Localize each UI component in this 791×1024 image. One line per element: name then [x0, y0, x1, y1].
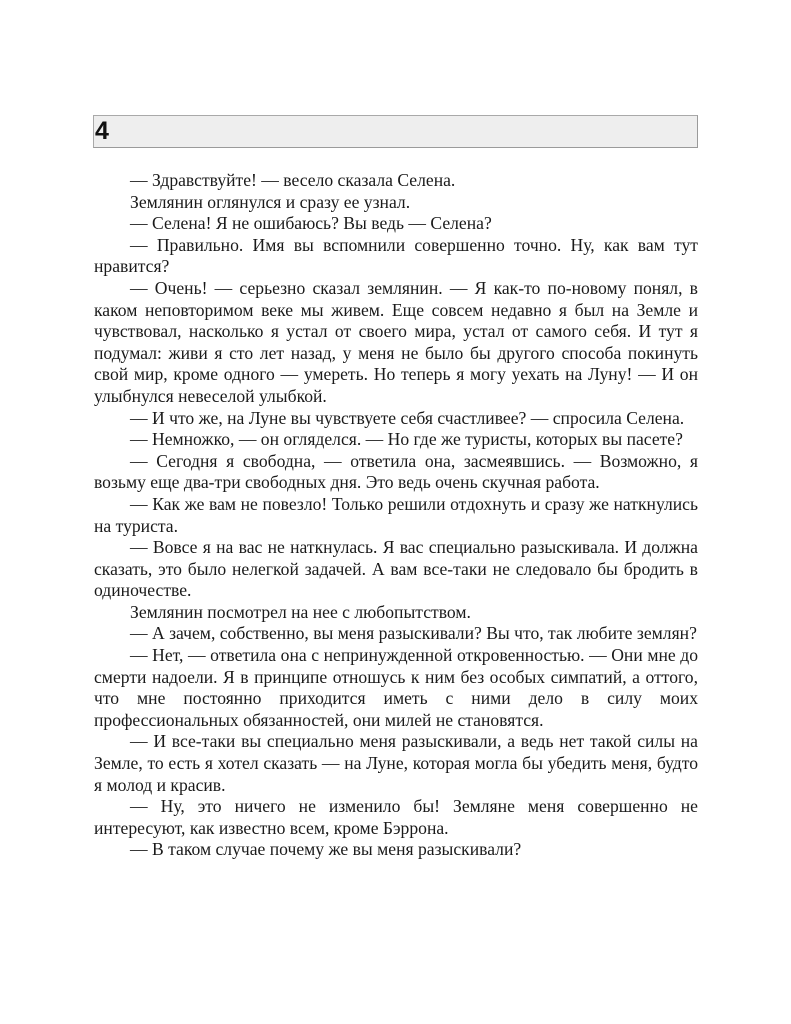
chapter-text: [94, 170, 698, 861]
paragraph: — Селена! Я не ошибаюсь? Вы ведь — Селена?: [130, 213, 492, 234]
paragraph: — Вовсе я на вас не наткнулась. Я вас специально разыскивала. И должна сказать, это было нелегкой задачей. А вам все-таки не следовало бы бродить в одиночестве.: [94, 537, 698, 601]
paragraph: — Очень! — серьезно сказал землянин. — Я как-то по-новому понял, в каком неповторимом веке мы живем. Еще совсем недавно я был на Земле и чувствовал, насколько я устал от своего мира, устал от самого себя. И тут я подумал: живи я сто лет назад, у меня не было бы другого способа покинуть свой мир, кроме одного — умереть. Но теперь я могу уехать на Луну! — И он улыбнулся невеселой улыбкой.: [94, 277, 698, 406]
paragraph: Землянин посмотрел на нее с любопытством.: [130, 601, 471, 622]
paragraph: — А зачем, собственно, вы меня разыскивали? Вы что, так любите землян?: [130, 623, 697, 644]
paragraph: — Как же вам не повезло! Только решили отдохнуть и сразу же наткнулись на туриста.: [94, 493, 698, 536]
chapter-heading-box: [93, 115, 698, 148]
paragraph: — Здравствуйте! — весело сказала Селена.: [130, 170, 456, 190]
paragraph: Землянин оглянулся и сразу ее узнал.: [130, 191, 411, 212]
paragraph: — И все-таки вы специально меня разыскивали, а ведь нет такой силы на Земле, то есть я хотел сказать — на Луне, которая могла бы убедить меня, будто я молод и красив.: [94, 731, 698, 795]
paragraph: — Ну, это ничего не изменило бы! Земляне меня совершенно не интересуют, как известно всем, кроме Бэррона.: [94, 796, 698, 838]
paragraph: — Правильно. Имя вы вспомнили совершенно точно. Ну, как вам тут нравится?: [94, 234, 698, 277]
paragraph: — В таком случае почему же вы меня разыскивали?: [130, 839, 522, 860]
paragraph: — Нет, — ответила она с непринужденной откровенностью. — Они мне до смерти надоели. Я в принципе отношусь к ним без особых симпатий, а оттого, что мне постоянно приходится иметь с ними дело в силу моих профессиональных обязанностей, они милей не становятся.: [94, 645, 698, 730]
document-page: [94, 115, 698, 861]
chapter-number: 4: [95, 117, 109, 145]
paragraph: — Сегодня я свободна, — ответила она, засмеявшись. — Возможно, я возьму еще два-три свободных дня. Это ведь очень скучная работа.: [94, 450, 698, 493]
paragraph: — Немножко, — он огляделся. — Но где же туристы, которых вы пасете?: [130, 429, 683, 450]
paragraph: — И что же, на Луне вы чувствуете себя счастливее? — спросила Селена.: [130, 407, 685, 428]
